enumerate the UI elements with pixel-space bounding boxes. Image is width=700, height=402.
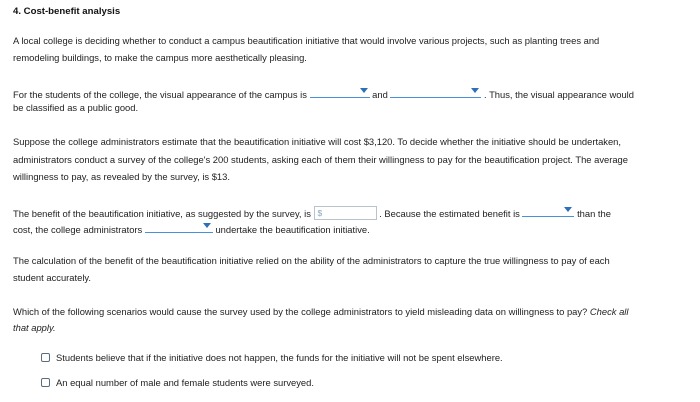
- currency-sign: $: [317, 208, 323, 219]
- option-2[interactable]: [41, 377, 314, 388]
- checkbox[interactable]: [41, 378, 50, 387]
- q3-prefix: Which of the following scenarios would cause the survey used by the college administrators to yield misleading data on willingness to pay?: [13, 306, 588, 317]
- q2-line-2: [13, 221, 370, 235]
- q2-prefix: The benefit of the beautification initiative, as suggested by the survey, is: [13, 208, 311, 219]
- q1-line-1: [13, 86, 634, 100]
- option-label: An equal number of male and female students were surveyed.: [56, 377, 314, 388]
- calc-line-2: student accurately.: [13, 272, 91, 283]
- q2-line2-prefix: cost, the college administrators: [13, 224, 143, 235]
- chevron-down-icon: [203, 223, 211, 228]
- chevron-down-icon: [471, 88, 479, 93]
- check-all-label: Check all: [589, 306, 629, 317]
- checkbox[interactable]: [41, 353, 50, 362]
- q2-line2-suffix: undertake the beautification initiative.: [215, 224, 370, 235]
- q1-prefix: For the students of the college, the visual appearance of the campus is: [13, 89, 307, 100]
- benefit-input[interactable]: [314, 206, 377, 220]
- option-label: Students believe that if the initiative does not happen, the funds for the initiative will not be spent elsewhere.: [56, 352, 503, 363]
- option-1[interactable]: [41, 352, 503, 363]
- calc-line-1: The calculation of the benefit of the beautification initiative relied on the ability of the administrators to capture the true willingness to pay of each: [13, 255, 610, 266]
- chevron-down-icon: [564, 207, 572, 212]
- public-good-dropdown-1[interactable]: [310, 86, 370, 98]
- scenario-line-1: Suppose the college administrators estimate that the beautification initiative will cost $3,120. To decide whether the initiative should be undertaken,: [13, 136, 622, 147]
- intro-line-1: A local college is deciding whether to conduct a campus beautification initiative that would involve various projects, such as planting trees and: [13, 35, 600, 46]
- q2-line-1: [13, 205, 611, 220]
- q1-line-2: be classified as a public good.: [13, 102, 139, 113]
- q1-and: and: [372, 89, 388, 100]
- intro-line-2: remodeling buildings, to make the campus more aesthetically pleasing.: [13, 52, 307, 63]
- chevron-down-icon: [360, 88, 368, 93]
- q3-line-1: [13, 306, 628, 317]
- q2-middle: . Because the estimated benefit is: [379, 208, 520, 219]
- q1-suffix: . Thus, the visual appearance would: [484, 89, 634, 100]
- comparison-dropdown[interactable]: [522, 205, 574, 217]
- scenario-line-3: willingness to pay, as revealed by the survey, is $13.: [13, 171, 230, 182]
- scenario-line-2: administrators conduct a survey of the college's 200 students, asking each of them their willingness to pay for the beautification project. The average: [13, 154, 628, 165]
- public-good-dropdown-2[interactable]: [390, 86, 481, 98]
- q2-suffix: than the: [577, 208, 611, 219]
- question-title: 4. Cost-benefit analysis: [13, 6, 121, 17]
- q3-line-2: that apply.: [13, 322, 56, 333]
- decision-dropdown[interactable]: [145, 221, 213, 233]
